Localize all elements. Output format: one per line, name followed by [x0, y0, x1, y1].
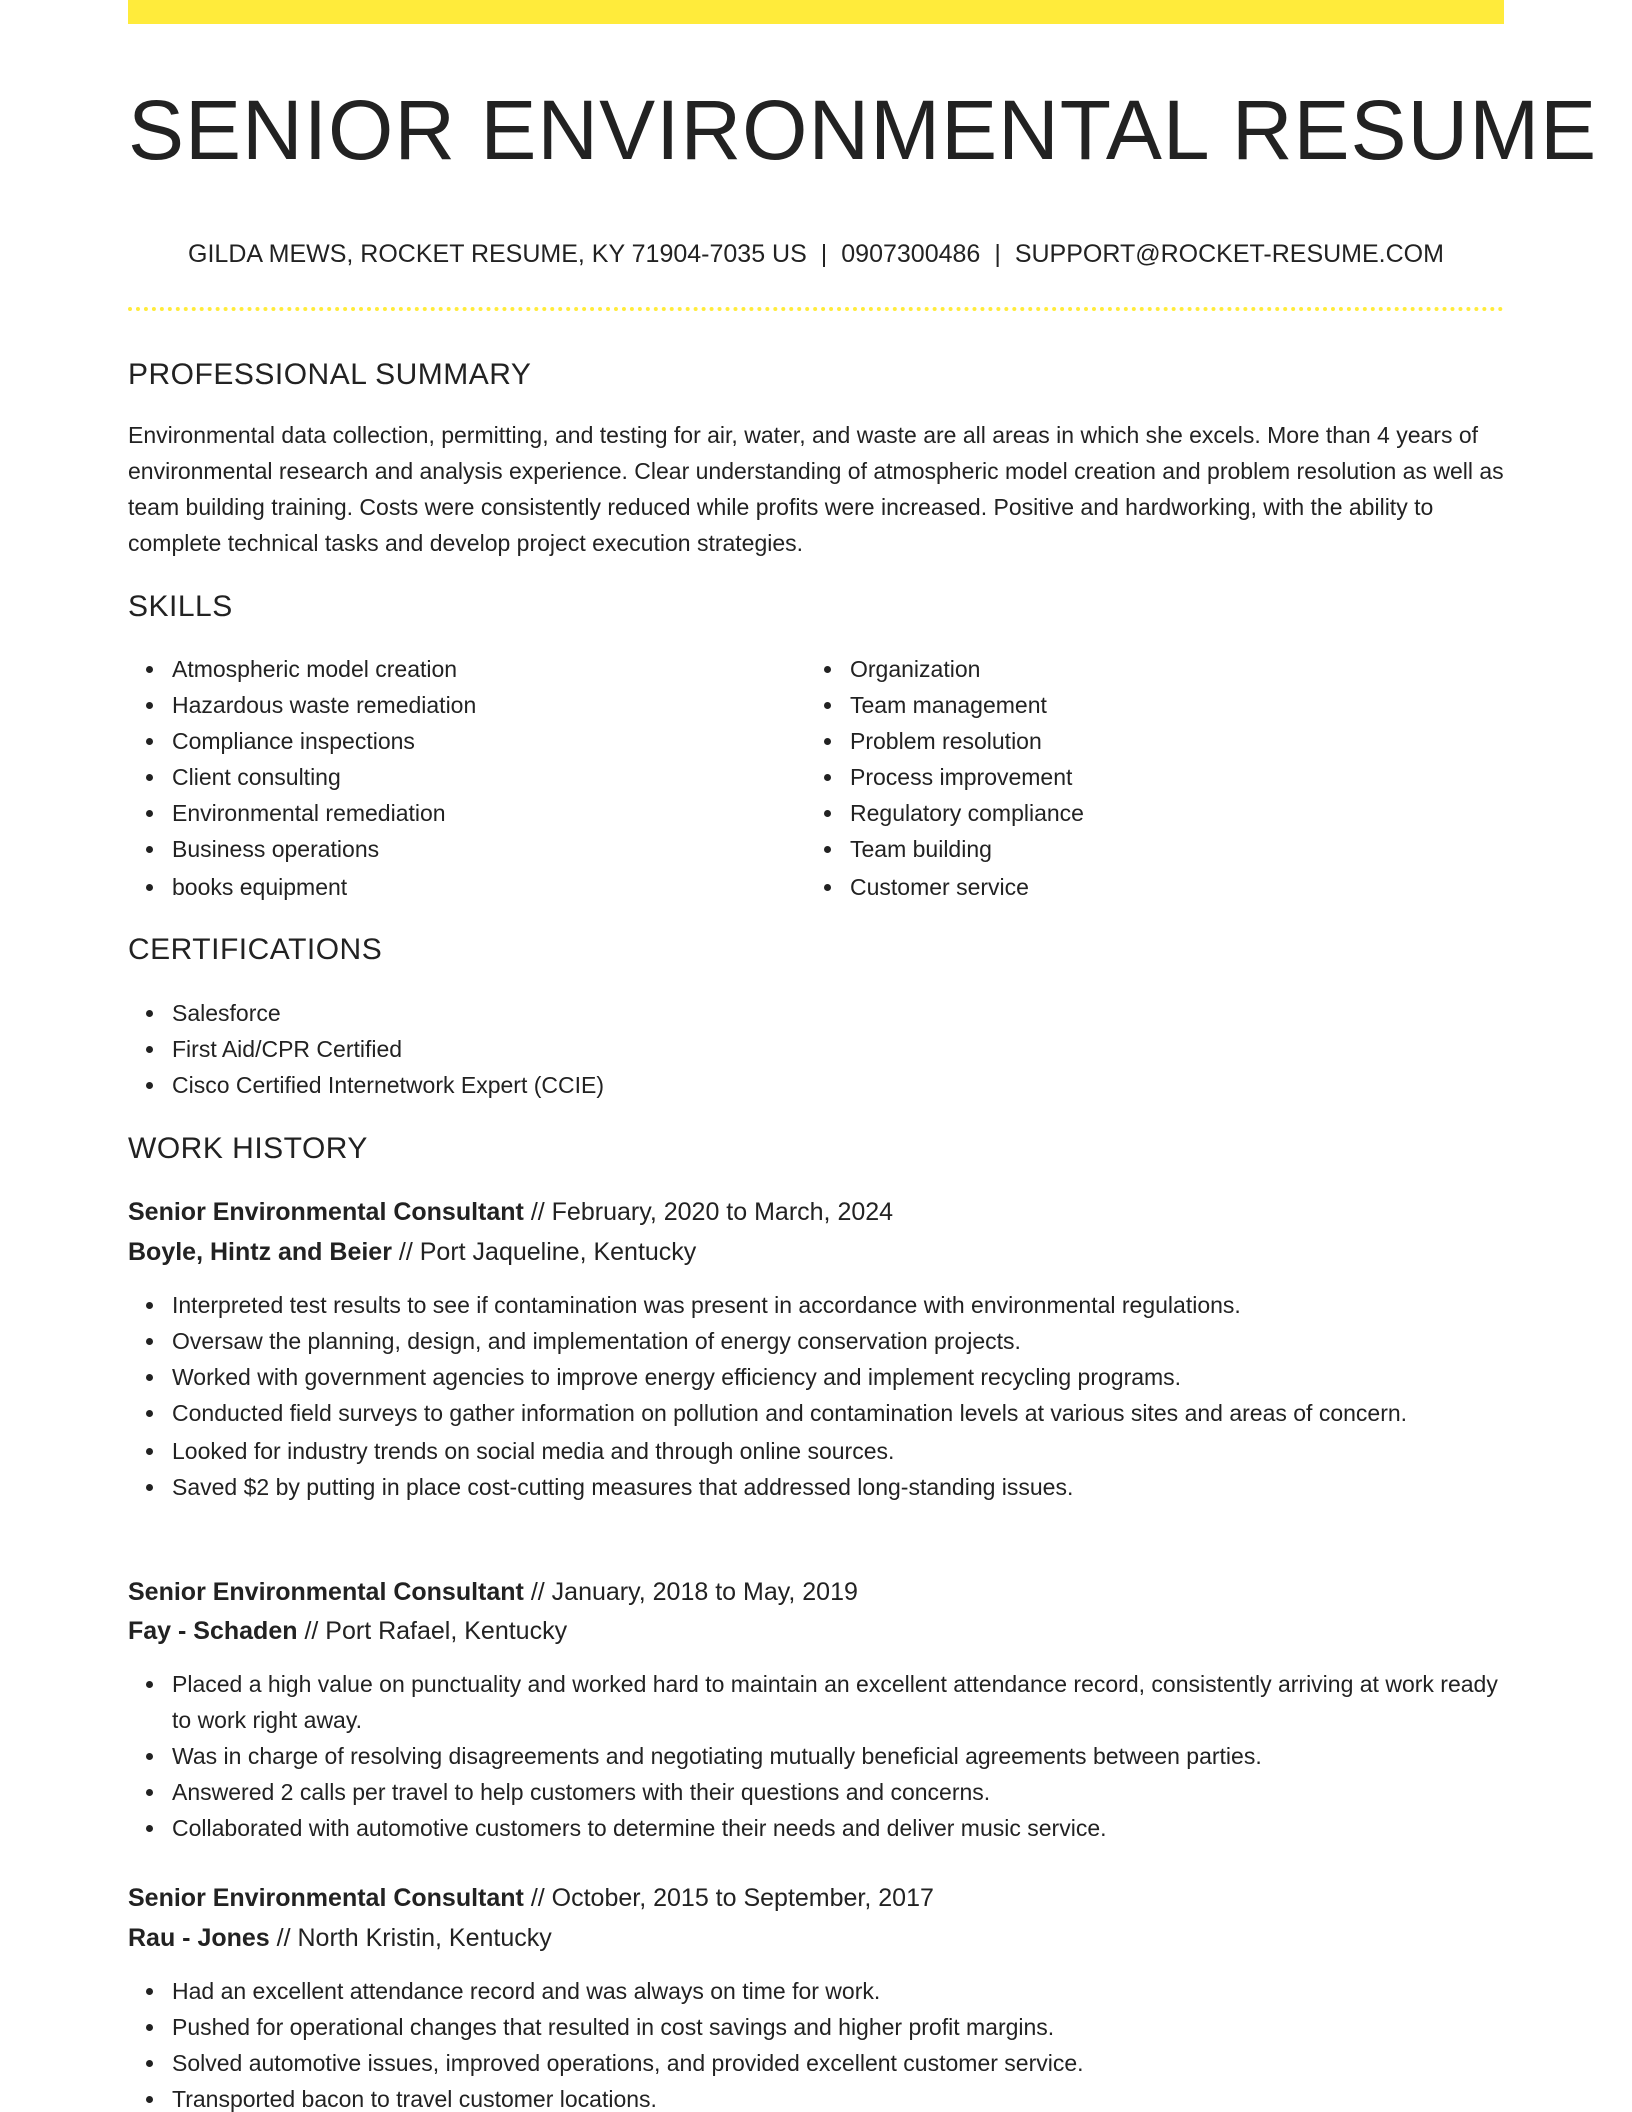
job-location: // North Kristin, Kentucky — [276, 1924, 552, 1952]
job-bullet: Saved $2 by putting in place cost-cutting measures that addressed long-standing issues. — [128, 1469, 1504, 1505]
job-bullet: Looked for industry trends on social media and through online sources. — [128, 1433, 1504, 1469]
skill-item: Process improvement — [806, 759, 1446, 795]
job-bullet: Was in charge of resolving disagreements and negotiating mutually beneficial agreements between parties. — [128, 1738, 1504, 1774]
summary-text: Environmental data collection, permitting, and testing for air, water, and waste are all areas in which she excels. More than 4 years of environmental research and analysis experience. Clear understanding of atmospheric model creation and problem resolution as well as team building training. Costs were consistently reduced while profits were increased. Positive and hardworking, with the ability to complete technical tasks and develop project execution strategies. — [128, 422, 1504, 556]
skill-item: Atmospheric model creation — [128, 651, 768, 687]
work-history-heading: WORK HISTORY — [128, 1132, 368, 1165]
contact-line — [128, 238, 1504, 270]
job-bullet: Transported bacon to travel customer locations. — [128, 2081, 1504, 2112]
contact-separator: | — [994, 240, 1001, 268]
skill-item: Team management — [806, 687, 1446, 723]
job-bullet: Placed a high value on punctuality and worked hard to maintain an excellent attendance record, consistently arriving at work ready to work right away. — [128, 1666, 1504, 1738]
skills-list-right — [806, 651, 1446, 905]
job-company-line — [128, 1921, 552, 1955]
job-bullet: Pushed for operational changes that resulted in cost savings and higher profit margins. — [128, 2009, 1504, 2045]
skills-heading: SKILLS — [128, 590, 233, 623]
job-bullet: Oversaw the planning, design, and implementation of energy conservation projects. — [128, 1323, 1504, 1359]
contact-email: SUPPORT@ROCKET-RESUME.COM — [1014, 240, 1444, 268]
job-company: Boyle, Hintz and Beier — [128, 1238, 392, 1266]
job-bullet: Conducted field surveys to gather information on pollution and contamination levels at various sites and areas of concern. — [128, 1395, 1504, 1431]
certifications-heading: CERTIFICATIONS — [128, 933, 383, 966]
job-bullet: Answered 2 calls per travel to help customers with their questions and concerns. — [128, 1774, 1504, 1810]
job-bullet: Had an excellent attendance record and was always on time for work. — [128, 1973, 1504, 2009]
skill-item: Business operations — [128, 831, 768, 867]
job-company-line — [128, 1235, 696, 1269]
summary-heading: PROFESSIONAL SUMMARY — [128, 358, 532, 391]
skill-item: Environmental remediation — [128, 795, 768, 831]
resume-title: SENIOR ENVIRONMENTAL RESUME — [128, 83, 1598, 177]
job-role: Senior Environmental Consultant — [128, 1578, 524, 1606]
skill-item: Problem resolution — [806, 723, 1446, 759]
job-bullets — [128, 1973, 1504, 2112]
job-title-line — [128, 1881, 934, 1915]
skill-item: Hazardous waste remediation — [128, 687, 768, 723]
accent-bar — [128, 0, 1504, 24]
skill-item: Compliance inspections — [128, 723, 768, 759]
skills-list-left — [128, 651, 768, 905]
contact-separator: | — [820, 240, 828, 268]
job-bullet: Solved automotive issues, improved operations, and provided excellent customer service. — [128, 2045, 1504, 2081]
job-company: Fay - Schaden — [128, 1617, 298, 1645]
certifications-list — [128, 995, 1504, 1103]
contact-address: GILDA MEWS, ROCKET RESUME, KY 71904-7035 US — [188, 240, 807, 268]
job-title-line — [128, 1575, 858, 1609]
contact-phone: 0907300486 — [841, 240, 981, 268]
job-company: Rau - Jones — [128, 1924, 270, 1952]
header-divider — [128, 307, 1504, 311]
job-bullet: Worked with government agencies to improve energy efficiency and implement recycling programs. — [128, 1359, 1504, 1395]
job-title-line — [128, 1195, 893, 1229]
certification-item: Salesforce — [128, 995, 1504, 1031]
job-bullets — [128, 1287, 1504, 1505]
skill-item: Client consulting — [128, 759, 768, 795]
job-location: // Port Jaqueline, Kentucky — [398, 1238, 697, 1266]
job-bullet: Collaborated with automotive customers to determine their needs and deliver music service. — [128, 1810, 1504, 1846]
skill-item: Customer service — [806, 869, 1446, 905]
skill-item: Regulatory compliance — [806, 795, 1446, 831]
job-dates: // October, 2015 to September, 2017 — [530, 1884, 934, 1912]
job-company-line — [128, 1614, 567, 1648]
job-role: Senior Environmental Consultant — [128, 1884, 524, 1912]
job-bullet: Interpreted test results to see if contamination was present in accordance with environmental regulations. — [128, 1287, 1504, 1323]
skill-item: books equipment — [128, 869, 768, 905]
certification-item: Cisco Certified Internetwork Expert (CCIE) — [128, 1067, 1504, 1103]
skill-item: Organization — [806, 651, 1446, 687]
job-role: Senior Environmental Consultant — [128, 1198, 524, 1226]
job-dates: // January, 2018 to May, 2019 — [530, 1578, 858, 1606]
skill-item: Team building — [806, 831, 1446, 867]
job-dates: // February, 2020 to March, 2024 — [530, 1198, 894, 1226]
job-location: // Port Rafael, Kentucky — [304, 1617, 568, 1645]
certification-item: First Aid/CPR Certified — [128, 1031, 1504, 1067]
job-bullets — [128, 1666, 1504, 1846]
